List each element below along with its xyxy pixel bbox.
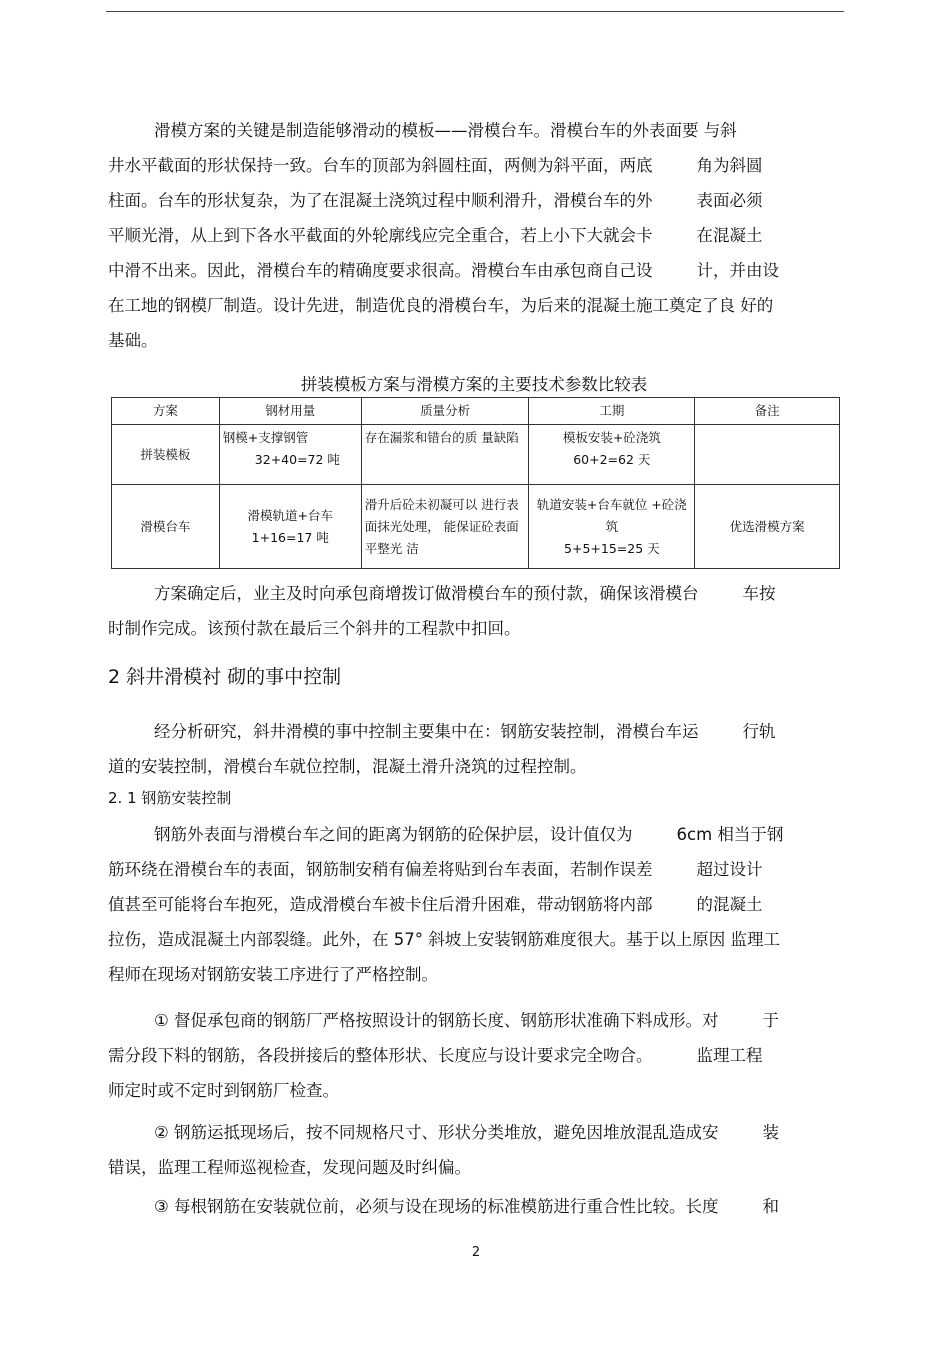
header-remark: 备注 xyxy=(695,398,840,425)
cell-line: 平整光 洁 xyxy=(364,540,419,556)
text-line: 钢筋外表面与滑模台车之间的距离为钢筋的砼保护层，设计值仅为 6cm 相当于钢 xyxy=(154,825,784,844)
header-rule xyxy=(106,11,844,12)
subsection-heading: 2. 1 钢筋安装控制 xyxy=(108,789,232,807)
cell-remark: 优选滑模方案 xyxy=(695,485,840,569)
section-heading: 2 斜井滑模衬 砌的事中控制 xyxy=(108,666,342,688)
header-period: 工期 xyxy=(529,398,695,425)
header-quality: 质量分析 xyxy=(361,398,529,425)
table-row xyxy=(112,425,840,485)
table-header-row xyxy=(112,398,840,425)
page-number: 2 xyxy=(471,1245,481,1260)
after-table-paragraph xyxy=(108,576,840,646)
cell-period xyxy=(529,425,695,485)
text-line: 拉伤，造成混凝土内部裂缝。此外，在 57° 斜坡上安装钢筋难度很大。基于以上原因 监理工 xyxy=(108,930,780,949)
text-line: ① 督促承包商的钢筋厂严格按照设计的钢筋长度、钢筋形状准确下料成形。对 于 xyxy=(154,1011,780,1030)
cell-scheme: 拼装模板 xyxy=(112,425,220,485)
text-line: 滑模方案的关键是制造能够滑动的模板——滑模台车。滑模台车的外表面要 与斜 xyxy=(154,121,737,140)
header-steel: 钢材用量 xyxy=(219,398,361,425)
text-line: 经分析研究，斜井滑模的事中控制主要集中在：钢筋安装控制，滑模台车运 行轨 xyxy=(154,722,776,741)
text-line: 错误，监理工程师巡视检查，发现问题及时纠偏。 xyxy=(108,1158,471,1177)
comparison-table xyxy=(111,397,840,569)
table-caption: 拼装模板方案与滑模方案的主要技术参数比较表 xyxy=(300,375,648,394)
cell-line: 滑升后砼未初凝可以 进行表 xyxy=(364,496,519,512)
text-line: ③ 每根钢筋在安装就位前，必须与设在现场的标准模筋进行重合性比较。长度 和 xyxy=(154,1197,780,1216)
cell-line: 60+2=62 天 xyxy=(573,452,651,467)
text-line: 在工地的钢模厂制造。设计先进，制造优良的滑模台车，为后来的混凝土施工奠定了良 好的 xyxy=(108,296,774,315)
cell-line: 1+16=17 吨 xyxy=(251,529,329,545)
list-item xyxy=(108,1189,840,1224)
header-scheme: 方案 xyxy=(112,398,220,425)
text-line: 方案确定后，业主及时向承包商增拨订做滑模台车的预付款，确保该滑模台 车按 xyxy=(154,584,776,603)
cell-steel xyxy=(219,485,361,569)
text-line: 基础。 xyxy=(108,331,158,350)
text-line: 时制作完成。该预付款在最后三个斜井的工程款中扣回。 xyxy=(108,619,521,638)
section2-paragraph xyxy=(108,714,840,784)
text-line: 道的安装控制，滑模台车就位控制，混凝土滑升浇筑的过程控制。 xyxy=(108,757,587,776)
text-line: 中滑不出来。因此，滑模台车的精确度要求很高。滑模台车由承包商自己设 计，并由设 xyxy=(108,261,779,280)
text-line: 值甚至可能将台车抱死，造成滑模台车被卡住后滑升困难，带动钢筋将内部 的混凝土 xyxy=(108,895,763,914)
cell-steel xyxy=(219,425,361,485)
section2-1-paragraph xyxy=(108,817,840,992)
cell-line: 滑模轨道+台车 xyxy=(247,507,333,523)
text-line: 师定时或不定时到钢筋厂检查。 xyxy=(108,1081,339,1100)
text-line: 程师在现场对钢筋安装工序进行了严格控制。 xyxy=(108,965,438,984)
cell-quality xyxy=(361,425,529,485)
cell-line: 钢模+支撑钢管 xyxy=(222,430,309,445)
list-item xyxy=(108,1003,840,1108)
text-line: 柱面。台车的形状复杂，为了在混凝土浇筑过程中顺利滑升，滑模台车的外 表面必须 xyxy=(108,191,763,210)
intro-paragraph xyxy=(108,113,840,358)
cell-remark xyxy=(695,425,840,485)
cell-quality xyxy=(361,485,529,569)
list-item xyxy=(108,1115,840,1185)
cell-line: 存在漏浆和错台的质 量缺陷 xyxy=(364,430,519,445)
text-line: 平顺光滑，从上到下各水平截面的外轮廓线应完全重合，若上小下大就会卡 在混凝土 xyxy=(108,226,763,245)
cell-line: 32+40=72 吨 xyxy=(254,452,340,467)
text-line: 井水平截面的形状保持一致。台车的顶部为斜圆柱面，两侧为斜平面，两底 角为斜圆 xyxy=(108,156,763,175)
text-line: ② 钢筋运抵现场后，按不同规格尺寸、形状分类堆放，避免因堆放混乱造成安 装 xyxy=(154,1123,780,1142)
cell-period xyxy=(529,485,695,569)
cell-line: 5+5+15=25 天 xyxy=(564,540,660,556)
text-line: 筋环绕在滑模台车的表面，钢筋制安稍有偏差将贴到台车表面，若制作误差 超过设计 xyxy=(108,860,763,879)
cell-line: 模板安装+砼浇筑 xyxy=(562,430,661,445)
text-line: 需分段下料的钢筋，各段拼接后的整体形状、长度应与设计要求完全吻合。 监理工程 xyxy=(108,1046,763,1065)
cell-scheme: 滑模台车 xyxy=(112,485,220,569)
cell-line: 轨道安装+台车就位 +砼浇筑 xyxy=(536,496,687,534)
cell-line: 面抹光处理， 能保证砼表面 xyxy=(364,518,519,534)
table-row xyxy=(112,485,840,569)
